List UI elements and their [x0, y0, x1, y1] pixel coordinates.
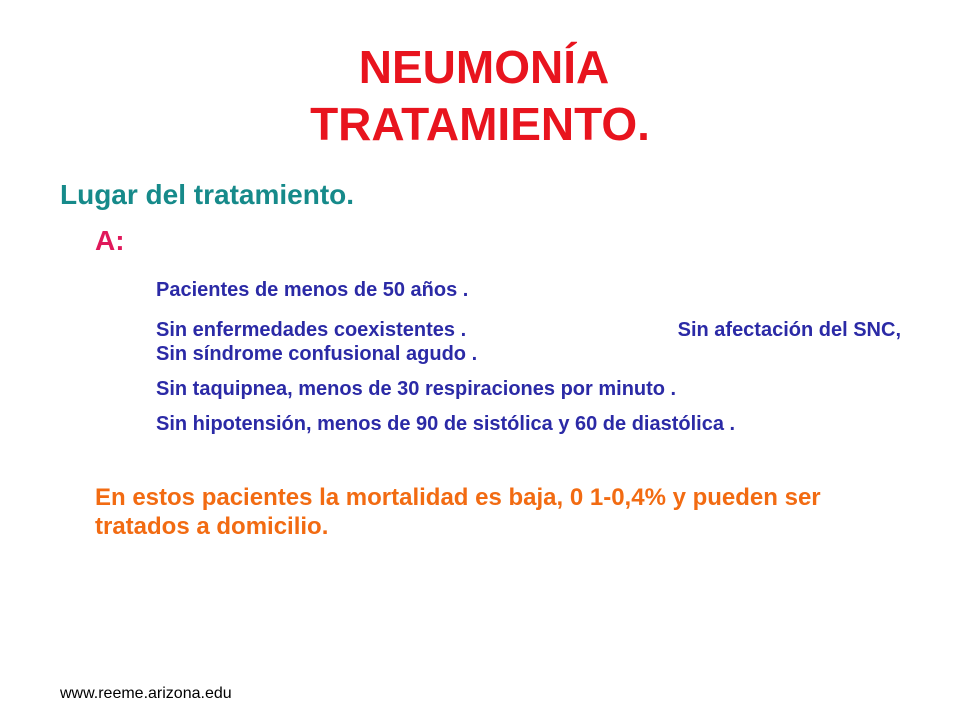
footer-source-url: www.reeme.arizona.edu — [60, 685, 232, 702]
section-label: A: — [95, 225, 125, 256]
section-heading: Lugar del tratamiento. — [60, 179, 355, 210]
criteria-item-comorbidities — [156, 318, 901, 366]
criteria-text-no-cns: Sin afectación del SNC, — [677, 319, 901, 341]
slide-title-line-1: NEUMONÍA — [358, 41, 610, 93]
mortality-note: En estos pacientes la mortalidad es baja, 0 1-0,4% y pueden ser tratados a domicilio. — [95, 484, 821, 540]
criteria-item-hypotension: Sin hipotensión, menos de 90 de sistólica y 60 de diastólica . — [156, 413, 736, 435]
criteria-item-tachypnea: Sin taquipnea, menos de 30 respiraciones por minuto . — [156, 378, 677, 400]
criteria-text-no-comorbidities: Sin enfermedades coexistentes . — [156, 319, 467, 341]
criteria-text-no-confusion: Sin síndrome confusional agudo . — [156, 343, 478, 365]
criteria-item-age: Pacientes de menos de 50 años . — [156, 279, 469, 301]
slide-title-line-2: TRATAMIENTO. — [310, 98, 650, 150]
